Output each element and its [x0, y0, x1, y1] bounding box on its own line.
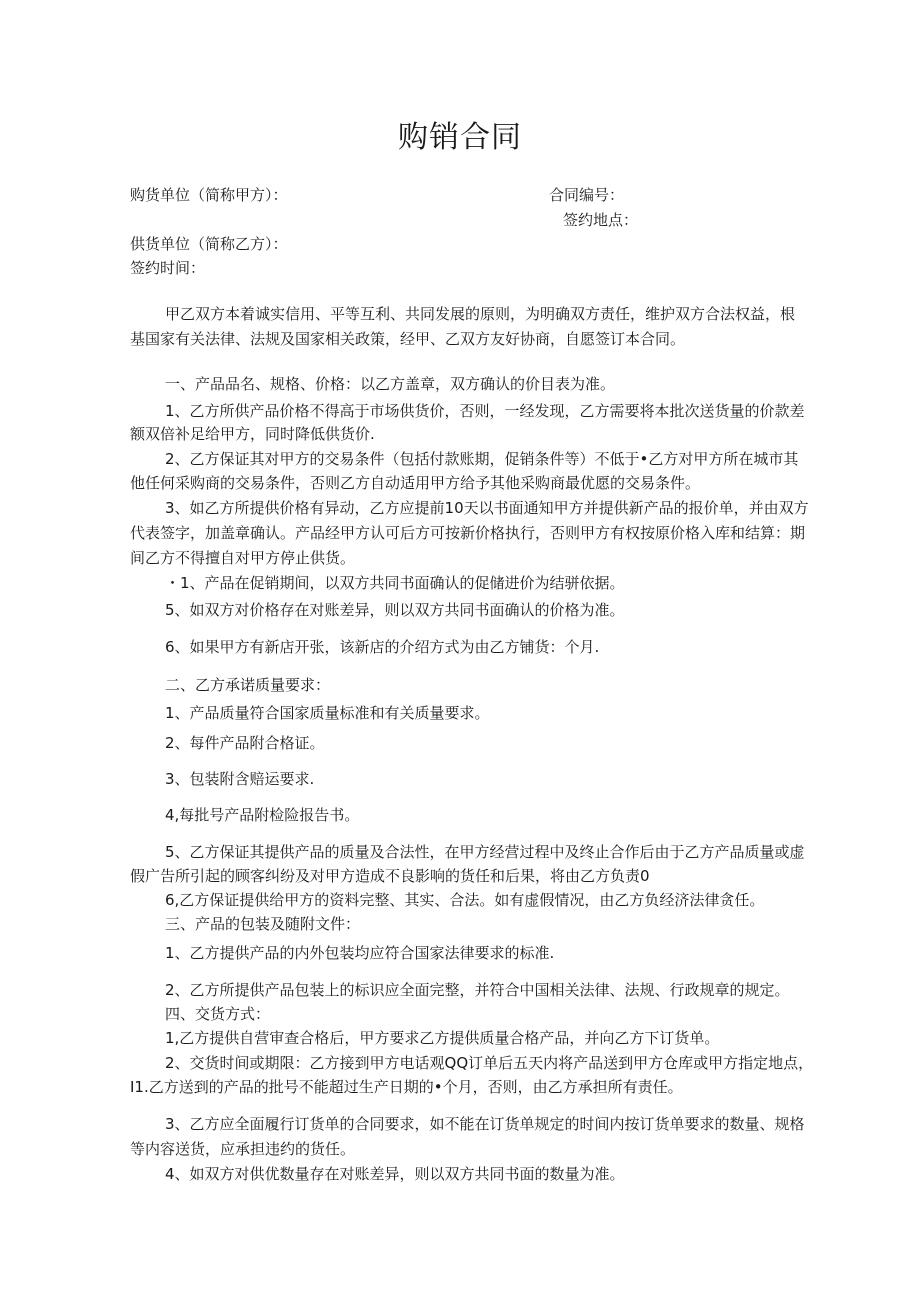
- section-heading: 二、乙方承诺质量要求：: [165, 676, 331, 694]
- clause-line: 2、乙方保证其对甲方的交易条件（包括付款账期，促销条件等）不低于•乙方对甲方所在城市其: [165, 450, 799, 468]
- clause-line: 3、乙方应全面履行订货单的合同要求，如不能在订货单规定的时间内按订货单要求的数量、规格: [165, 1115, 805, 1133]
- clause-line: 3、包装附含赔运要求.: [165, 770, 315, 788]
- clause-line: 3、如乙方所提供价格有异动，乙方应提前10天以书面通知甲方并提供新产品的报价单，并由双方: [165, 499, 809, 517]
- contract-number-label: 合同编号：: [549, 186, 625, 204]
- clause-line: 2、交货时间或期限：乙方接到甲方电话观QQ订单后五天内将产品送到甲方仓库或甲方指定地点，: [165, 1054, 814, 1072]
- clause-line: I1.乙方送到的产品的批号不能超过生产日期的•个月，否则，由乙方承担所有责任。: [130, 1078, 683, 1096]
- section-heading: 四、交货方式：: [165, 1005, 271, 1023]
- signing-time-label: 签约时间：: [130, 259, 206, 277]
- section-heading: 三、产品的包装及随附文件：: [165, 915, 361, 933]
- clause-line: 2、每件产品附合格证。: [165, 734, 325, 752]
- clause-line: 间乙方不得擅自对甲方停止供货。: [130, 549, 356, 567]
- intro-line: 基国家有关法律、法规及国家相关政策，经甲、乙双方友好协商，自愿签订本合同。: [130, 330, 686, 348]
- clause-line: 6,乙方保证提供给甲方的资料完整、其实、合法。如有虚假情况，由乙方负经济法律贪任。: [165, 891, 765, 909]
- buyer-label: 购货单位（简称甲方）：: [130, 186, 288, 204]
- clause-line: 6、如果甲方有新店开张，该新店的介绍方式为由乙方铺货：个月.: [165, 638, 600, 656]
- clause-line: 4,每批号产品附检险报告书。: [165, 806, 360, 824]
- clause-line: 1,乙方提供自营审查合格后，甲方要求乙方提供质量合格产品，并向乙方下订货单。: [165, 1029, 720, 1047]
- clause-line: 1、乙方提供产品的内外包装均应符合国家法律要求的标准.: [165, 944, 555, 962]
- seller-label: 供货单位（简称乙方）：: [130, 235, 288, 253]
- clause-line: 等内容送货，应承担违约的货任。: [130, 1140, 356, 1158]
- clause-line: ・1、产品在促销期间，以双方共同书面确认的促储进价为结骈依据。: [165, 574, 625, 592]
- clause-line: 代表签字，加盖章确认。产品经甲方认可后方可按新价格执行，否则甲方有权按原价格入库和结算：期: [130, 524, 806, 542]
- clause-line: 1、产品质量符合国家质量标准和有关质量要求。: [165, 704, 490, 722]
- section-heading: 一、产品品名、规格、价格：以乙方盖章，双方确认的价目表为准。: [165, 375, 616, 393]
- clause-line: 1、乙方所供产品价格不得高于市场供货价，否则，一经发现，乙方需要将本批次送货量的价款差: [165, 402, 805, 420]
- clause-line: 4、如双方对供优数量存在对账差异，则以双方共同书面的数量为准。: [165, 1165, 625, 1183]
- clause-line: 2、乙方所提供产品包装上的标识应全面完整，并符合中国相关法律、法规、行政规章的规定。: [165, 981, 790, 999]
- intro-line: 甲乙双方本着诚实信用、平等互利、共同发展的原则，为明确双方责任，维护双方合法权益，根: [165, 305, 796, 323]
- clause-line: 5、乙方保证其提供产品的质量及合法性，在甲方经营过程中及终止合作后由于乙方产品质量或虚: [165, 843, 805, 861]
- clause-line: 额双倍补足给甲方，同时降低供货价.: [130, 425, 375, 443]
- clause-line: 假广告所引起的顾客纠纷及对甲方造成不良影响的货任和后果，将由乙方负责0: [130, 867, 650, 885]
- clause-line: 5、如双方对价格存在对账差异，则以双方共同书面确认的价格为准。: [165, 601, 625, 619]
- page-title: 购销合同: [398, 120, 522, 155]
- clause-line: 他任何采购商的交易条件，否则乙方自动适用甲方给予其他采购商最优愿的交易条件。: [130, 474, 701, 492]
- signing-place-label: 签约地点：: [563, 211, 639, 229]
